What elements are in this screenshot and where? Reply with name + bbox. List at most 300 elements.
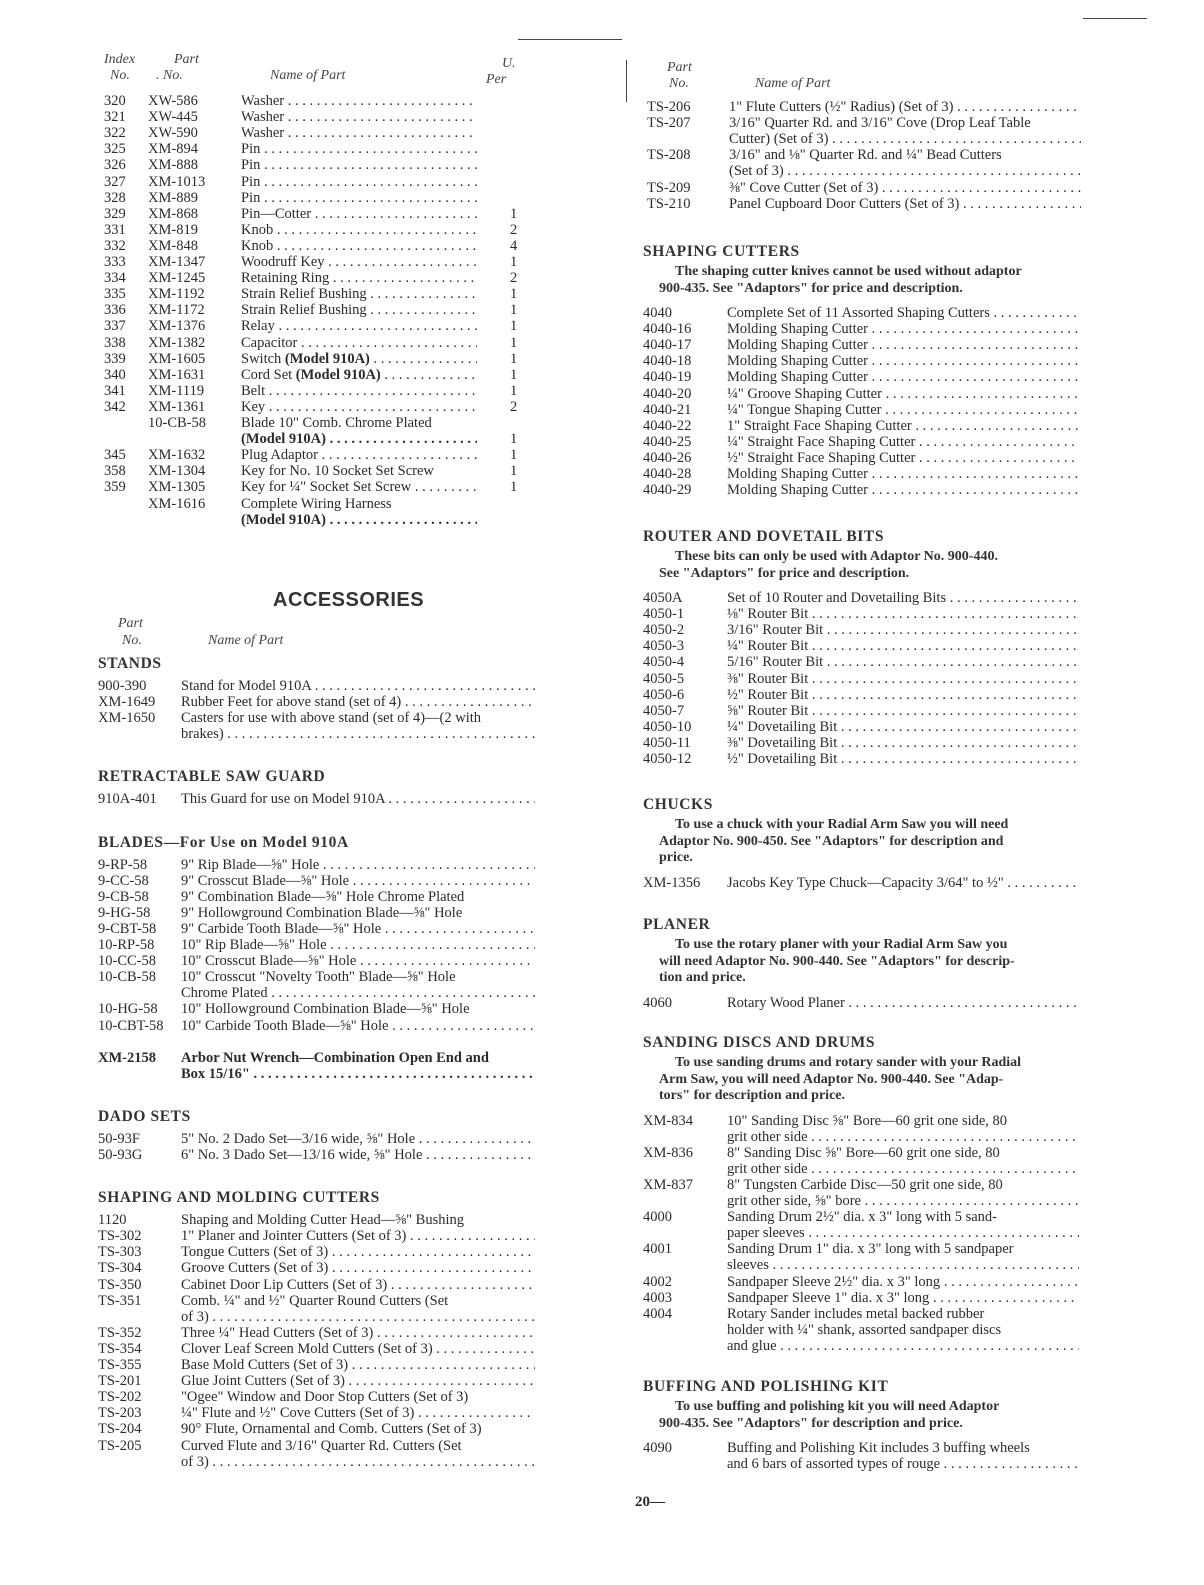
accessory-row <box>643 687 1093 703</box>
cutter-part-number: TS-210 <box>647 195 691 212</box>
section-note: tors" for description and price. <box>659 1088 845 1103</box>
part-qty: 1 <box>510 334 518 351</box>
accessory-row <box>643 1306 1093 1322</box>
accessory-part-number: 900-390 <box>98 678 147 694</box>
parts-row <box>98 222 548 238</box>
accessory-name: Base Mold Cutters (Set of 3) . . . <box>181 1357 535 1373</box>
accessory-part-number: 4060 <box>643 994 672 1011</box>
accessory-name: 9" Rip Blade—⅝" Hole . . . <box>181 857 535 873</box>
accessory-name: ½" Dovetailing Bit . . . <box>727 751 1079 767</box>
accessory-name: 1" Straight Face Shaping Cutter . . . <box>727 418 1079 434</box>
accessory-part-number: 10-CB-58 <box>98 969 156 986</box>
section-note: See "Adaptors" for price and description. <box>659 565 910 581</box>
accessory-name: Clover Leaf Screen Mold Cutters (Set of 3) . . . <box>181 1341 535 1357</box>
accessory-row <box>98 1131 548 1147</box>
accessory-row <box>98 953 548 969</box>
section-note: To use sanding drums and rotary sander with your Radial <box>675 1055 1022 1070</box>
accessory-part-number: TS-350 <box>98 1276 142 1293</box>
section-title: ROUTER AND DOVETAIL BITS <box>643 528 885 545</box>
accessory-name: Molding Shaping Cutter . . . <box>727 482 1079 498</box>
part-name: Strain Relief Bushing . . . <box>241 286 477 302</box>
accessory-part-number: 910A-401 <box>98 791 157 808</box>
accessory-name: 8" Sanding Disc ⅝" Bore—60 grit one side, 80 <box>727 1144 1000 1161</box>
accessory-name: Molding Shaping Cutter . . . <box>727 369 1079 385</box>
accessory-name: Rotary Sander includes metal backed rubber <box>727 1305 985 1322</box>
part-number: XM-1347 <box>148 254 206 270</box>
accessory-part-number: 1120 <box>98 1212 127 1229</box>
part-index: 359 <box>104 479 126 496</box>
accessory-part-number: 9-HG-58 <box>98 904 151 921</box>
accessory-name: 90° Flute, Ornamental and Comb. Cutters (Set of 3) <box>181 1421 482 1438</box>
accessory-part-number: XM-1650 <box>98 710 156 727</box>
accessory-part-number: 4040-19 <box>643 369 692 386</box>
accessory-part-number: 4050A <box>643 590 683 606</box>
part-qty: 1 <box>510 463 518 480</box>
accessory-part-number: XM-837 <box>643 1176 693 1193</box>
accessory-row <box>98 1389 548 1405</box>
accessory-name: paper sleeves . . . <box>727 1225 1079 1241</box>
part-name: Washer . . . <box>241 125 477 141</box>
parts-row <box>98 270 548 286</box>
accessory-name: 5/16" Router Bit . . . <box>727 654 1079 670</box>
part-name: Pin . . . <box>241 157 477 173</box>
accessory-row <box>643 337 1093 353</box>
accessory-part-number: 4040-25 <box>643 433 692 450</box>
accessory-name: 3/16" Router Bit . . . <box>727 622 1079 638</box>
accessory-name: Box 15/16" . . . <box>181 1066 535 1082</box>
accessory-row <box>98 1147 548 1163</box>
part-name: Washer . . . <box>241 93 477 109</box>
accessory-part-number: 4040-26 <box>643 449 692 466</box>
accessory-part-number: 50-93F <box>98 1130 140 1147</box>
accessory-name: 5" No. 2 Dado Set—3/16 wide, ⅝" Hole . . . <box>181 1131 535 1147</box>
accessory-name: Molding Shaping Cutter . . . <box>727 466 1079 482</box>
accessory-part-number: 4050-3 <box>643 638 685 655</box>
part-name: (Model 910A) . . . <box>241 512 477 528</box>
part-qty: 2 <box>510 221 518 238</box>
accessory-part-number: TS-205 <box>98 1437 142 1454</box>
parts-row <box>98 93 548 109</box>
part-name: Relay . . . <box>241 318 477 334</box>
accessory-name: 10" Hollowground Combination Blade—⅝" Hole <box>181 1001 470 1018</box>
parts-row <box>98 463 548 479</box>
section-title: DADO SETS <box>98 1107 191 1125</box>
parts-row <box>98 335 548 351</box>
accessory-part-number: 4001 <box>643 1241 672 1258</box>
part-index: 340 <box>104 366 126 383</box>
accessory-row <box>643 995 1093 1011</box>
accessory-name: grit other side . . . <box>727 1129 1079 1145</box>
parts-row <box>98 286 548 302</box>
cutter-part-number: TS-206 <box>647 99 691 115</box>
acc-header-no: No. <box>122 633 142 648</box>
col-header-part-no: . No. <box>156 68 183 83</box>
accessory-row <box>643 1113 1093 1129</box>
accessory-name: 1" Planer and Jointer Cutters (Set of 3) . . . <box>181 1228 535 1244</box>
part-index: 342 <box>104 398 126 415</box>
part-name: Key for No. 10 Socket Set Screw <box>241 463 434 480</box>
accessory-row <box>98 873 548 889</box>
part-qty: 1 <box>510 318 518 335</box>
accessory-row <box>643 1456 1093 1472</box>
section-title: BUFFING AND POLISHING KIT <box>643 1378 889 1395</box>
part-number: XM-1172 <box>148 302 205 319</box>
accessory-row <box>98 1001 548 1017</box>
accessory-row <box>98 921 548 937</box>
part-index: 327 <box>104 173 126 190</box>
part-number: XM-1605 <box>148 350 206 367</box>
parts-row <box>98 351 548 367</box>
col-header-part: Part <box>174 52 199 67</box>
accessory-name: Jacobs Key Type Chuck—Capacity 3/64" to ½" . . . <box>727 875 1079 891</box>
accessory-part-number: 4050-4 <box>643 654 685 671</box>
part-index: 322 <box>104 125 126 142</box>
parts-row <box>98 157 548 173</box>
cutter-part-number: TS-207 <box>647 115 691 132</box>
accessory-name: and glue . . . <box>727 1338 1079 1354</box>
part-index: 341 <box>104 382 126 399</box>
accessory-part-number: 4050-12 <box>643 751 692 767</box>
section-note: To use buffing and polishing kit you will need Adaptor <box>675 1399 1000 1414</box>
accessory-name: holder with ¼" shank, assorted sandpaper discs <box>727 1321 1002 1338</box>
rule-line <box>626 60 627 102</box>
accessory-name: Set of 10 Router and Dovetailing Bits . . . <box>727 590 1079 606</box>
col-header-u: U. <box>502 56 516 71</box>
accessory-part-number: XM-1649 <box>98 694 156 711</box>
accessory-name: 6" No. 3 Dado Set—13/16 wide, ⅝" Hole . . . <box>181 1147 535 1163</box>
accessory-row <box>98 726 548 742</box>
cutter-name: (Set of 3) . . . <box>729 163 1081 179</box>
cutter-name: Cutter) (Set of 3) . . . <box>729 131 1081 147</box>
accessory-name: Sandpaper Sleeve 2½" dia. x 3" long . . . <box>727 1274 1079 1290</box>
accessory-row <box>643 305 1093 321</box>
parts-row <box>98 125 548 141</box>
part-name: Belt . . . <box>241 383 477 399</box>
accessory-name: Shaping and Molding Cutter Head—⅝" Bushing <box>181 1212 465 1229</box>
part-number: XM-1382 <box>148 334 206 351</box>
accessory-row <box>98 1405 548 1421</box>
accessory-part-number: 4040 <box>643 305 672 321</box>
section-note: These bits can only be used with Adaptor No. 900-440. <box>675 549 998 564</box>
part-number: XM-1631 <box>148 366 206 383</box>
accessory-part-number: 10-CC-58 <box>98 953 156 970</box>
accessory-row <box>643 1322 1093 1338</box>
accessory-name: 8" Tungsten Carbide Disc—50 grit one side, 80 <box>727 1176 1003 1193</box>
part-name: (Model 910A) . . . <box>241 431 477 447</box>
accessory-name: 9" Hollowground Combination Blade—⅝" Hole <box>181 904 463 921</box>
parts-row <box>98 431 548 447</box>
accessory-part-number: TS-202 <box>98 1389 142 1406</box>
section-title: SHAPING AND MOLDING CUTTERS <box>98 1189 380 1207</box>
col-header-index-no: No. <box>110 68 130 83</box>
parts-row <box>98 254 548 270</box>
accessory-name: Buffing and Polishing Kit includes 3 buffing wheels <box>727 1440 1030 1456</box>
accessory-part-number: TS-303 <box>98 1244 142 1261</box>
accessory-name: 9" Carbide Tooth Blade—⅝" Hole . . . <box>181 921 535 937</box>
part-number: XW-586 <box>148 93 198 109</box>
cutter-name: 1" Flute Cutters (½" Radius) (Set of 3) . . . <box>729 99 1081 115</box>
rule-line <box>1083 18 1147 19</box>
part-qty: 1 <box>510 382 518 399</box>
part-name: Capacitor . . . <box>241 335 477 351</box>
accessory-part-number: 4050-7 <box>643 702 685 719</box>
accessory-row <box>643 1209 1093 1225</box>
part-number: 10-CB-58 <box>148 415 206 431</box>
accessory-row <box>643 735 1093 751</box>
accessory-row <box>643 654 1093 670</box>
part-index: 326 <box>104 157 126 174</box>
section-note: To use a chuck with your Radial Arm Saw you will need <box>675 817 1009 832</box>
accessory-row <box>643 622 1093 638</box>
parts-row <box>98 383 548 399</box>
section-title: CHUCKS <box>643 796 713 813</box>
accessory-part-number: 4003 <box>643 1289 672 1306</box>
accessory-row <box>643 1177 1093 1193</box>
right-header-no: No. <box>669 76 689 91</box>
accessory-row <box>98 1438 548 1454</box>
part-index: 320 <box>104 93 126 109</box>
model-label: (Model 910A) <box>295 366 381 383</box>
accessory-part-number: TS-203 <box>98 1405 142 1422</box>
parts-row <box>98 415 548 431</box>
accessory-row <box>98 1066 548 1082</box>
part-number: XM-1361 <box>148 398 206 415</box>
part-index: 345 <box>104 447 126 464</box>
parts-row <box>98 399 548 415</box>
part-number: XM-868 <box>148 205 198 222</box>
part-name: Strain Relief Bushing . . . <box>241 302 477 318</box>
accessory-name: ½" Router Bit . . . <box>727 687 1079 703</box>
section-note: The shaping cutter knives cannot be used without adaptor <box>675 264 1022 279</box>
accessory-name: Groove Cutters (Set of 3) . . . <box>181 1260 535 1276</box>
accessory-name: ¼" Tongue Shaping Cutter . . . <box>727 402 1079 418</box>
accessory-name: Rotary Wood Planer . . . <box>727 995 1079 1011</box>
part-index: 338 <box>104 334 126 351</box>
accessory-row <box>98 889 548 905</box>
accessory-row <box>643 1129 1093 1145</box>
accessory-row <box>643 1257 1093 1273</box>
part-number: XM-819 <box>148 221 198 238</box>
part-qty: 1 <box>510 286 518 303</box>
accessory-row <box>643 1440 1093 1456</box>
part-index: 336 <box>104 302 126 319</box>
accessory-name: ⅛" Router Bit . . . <box>727 606 1079 622</box>
cutter-row <box>643 147 1093 163</box>
part-name: Woodruff Key . . . <box>241 254 477 270</box>
accessory-name: 10" Crosscut Blade—⅝" Hole . . . <box>181 953 535 969</box>
accessory-part-number: TS-352 <box>98 1324 142 1341</box>
part-number: XM-1192 <box>148 286 205 303</box>
part-qty: 1 <box>510 479 518 496</box>
acc-header-name: Name of Part <box>208 633 284 648</box>
col-header-name: Name of Part <box>270 68 346 83</box>
part-name: Plug Adaptor . . . <box>241 447 477 463</box>
accessory-row <box>643 353 1093 369</box>
accessory-part-number: 4040-16 <box>643 321 692 338</box>
accessory-row <box>98 1244 548 1260</box>
part-name: Knob . . . <box>241 222 477 238</box>
section-note: 900-435. See "Adaptors" for description and price. <box>659 1415 963 1431</box>
part-number: XM-1616 <box>148 495 206 512</box>
part-qty: 1 <box>510 447 518 464</box>
parts-row <box>98 174 548 190</box>
section-note: Arm Saw, you will need Adaptor No. 900-440. See "Adap- <box>659 1071 1004 1087</box>
cutter-name: Panel Cupboard Door Cutters (Set of 3) . . . <box>729 196 1081 212</box>
accessory-row <box>98 710 548 726</box>
accessory-row <box>643 1274 1093 1290</box>
accessory-name: grit other side . . . <box>727 1161 1079 1177</box>
part-name: Knob . . . <box>241 238 477 254</box>
part-index: 332 <box>104 237 126 254</box>
accessory-row <box>643 482 1093 498</box>
part-number: XW-445 <box>148 109 198 126</box>
accessory-row <box>643 1145 1093 1161</box>
accessory-row <box>643 1193 1093 1209</box>
cutter-row <box>643 163 1093 179</box>
accessory-part-number: 10-CBT-58 <box>98 1017 164 1034</box>
accessory-name: Rubber Feet for above stand (set of 4) . . . <box>181 694 535 710</box>
part-number: XM-1632 <box>148 447 206 464</box>
accessory-row <box>98 1421 548 1437</box>
section-note: will need Adaptor No. 900-440. See "Adaptors" for descrip- <box>659 953 1015 969</box>
accessory-row <box>98 985 548 1001</box>
accessory-name: ¼" Straight Face Shaping Cutter . . . <box>727 434 1079 450</box>
part-name: Cord Set (Model 910A) . . . <box>241 367 477 383</box>
section-note: To use the rotary planer with your Radial Arm Saw you <box>675 937 1008 952</box>
accessory-name: Glue Joint Cutters (Set of 3) . . . <box>181 1373 535 1389</box>
section-title: RETRACTABLE SAW GUARD <box>98 768 326 786</box>
accessory-row <box>643 719 1093 735</box>
col-header-index: Index <box>104 52 136 67</box>
rule-line <box>518 39 622 40</box>
parts-row <box>98 367 548 383</box>
accessory-name: Curved Flute and 3/16" Quarter Rd. Cutters (Set <box>181 1437 462 1454</box>
accessory-part-number: 4040-18 <box>643 353 692 370</box>
accessory-part-number: TS-355 <box>98 1357 142 1373</box>
part-number: XM-894 <box>148 141 198 158</box>
accessory-row <box>643 590 1093 606</box>
accessory-part-number: XM-2158 <box>98 1049 156 1066</box>
accessory-row <box>643 875 1093 891</box>
accessory-name: ¼" Router Bit . . . <box>727 638 1079 654</box>
accessory-part-number: 4050-1 <box>643 606 685 623</box>
accessory-part-number: 4050-10 <box>643 718 692 735</box>
accessory-name: of 3) . . . <box>181 1309 535 1325</box>
model-label: (Model 910A) <box>284 350 370 367</box>
section-title: SANDING DISCS AND DRUMS <box>643 1034 876 1051</box>
part-number: XM-1119 <box>148 382 205 399</box>
cutter-row <box>643 180 1093 196</box>
part-qty: 1 <box>510 431 518 448</box>
part-index: 334 <box>104 270 126 287</box>
part-index: 328 <box>104 189 126 206</box>
accessory-name: "Ogee" Window and Door Stop Cutters (Set of 3) <box>181 1389 469 1406</box>
accessory-row <box>98 1277 548 1293</box>
accessory-part-number: 4040-20 <box>643 385 692 402</box>
accessory-name: 10" Crosscut "Novelty Tooth" Blade—⅝" Hole <box>181 969 456 986</box>
accessory-row <box>643 1225 1093 1241</box>
accessory-row <box>643 1290 1093 1306</box>
accessory-row <box>98 1018 548 1034</box>
accessory-part-number: XM-836 <box>643 1144 693 1161</box>
accessories-title: ACCESSORIES <box>273 589 425 611</box>
part-number: XM-888 <box>148 157 198 174</box>
accessory-part-number: 4004 <box>643 1305 672 1322</box>
part-index: 339 <box>104 350 126 367</box>
right-header-name: Name of Part <box>755 76 831 91</box>
accessory-part-number: TS-304 <box>98 1260 142 1277</box>
accessory-row <box>643 386 1093 402</box>
accessory-row <box>643 450 1093 466</box>
cutter-row <box>643 115 1093 131</box>
accessory-name: Cabinet Door Lip Cutters (Set of 3) . . . <box>181 1277 535 1293</box>
parts-row <box>98 512 548 528</box>
accessory-part-number: 10-HG-58 <box>98 1001 158 1018</box>
accessory-name: Molding Shaping Cutter . . . <box>727 337 1079 353</box>
part-name: Pin . . . <box>241 174 477 190</box>
parts-row <box>98 447 548 463</box>
part-number: XM-1245 <box>148 270 206 287</box>
accessory-row <box>98 969 548 985</box>
accessory-name: Tongue Cutters (Set of 3) . . . <box>181 1244 535 1260</box>
part-name: Blade 10" Comb. Chrome Plated <box>241 415 432 431</box>
parts-row <box>98 109 548 125</box>
section-title: PLANER <box>643 916 711 933</box>
accessory-row <box>98 1228 548 1244</box>
part-number: XM-1376 <box>148 318 206 335</box>
accessory-row <box>643 321 1093 337</box>
accessory-part-number: 9-CC-58 <box>98 872 149 889</box>
accessory-row <box>643 1241 1093 1257</box>
accessory-part-number: 4090 <box>643 1440 672 1456</box>
accessory-part-number: XM-834 <box>643 1112 693 1129</box>
accessory-row <box>98 1034 548 1050</box>
accessory-row <box>98 857 548 873</box>
parts-row <box>98 302 548 318</box>
part-name: Pin—Cotter . . . <box>241 206 477 222</box>
cutter-name: ⅜" Cove Cutter (Set of 3) . . . <box>729 180 1081 196</box>
accessory-row <box>98 1325 548 1341</box>
part-index: 337 <box>104 318 126 335</box>
accessory-row <box>643 369 1093 385</box>
accessory-part-number: 4040-22 <box>643 417 692 434</box>
accessory-part-number: 4040-21 <box>643 401 692 418</box>
accessory-part-number: 9-CBT-58 <box>98 920 157 937</box>
accessory-name: ⅜" Router Bit . . . <box>727 671 1079 687</box>
accessory-part-number: 10-RP-58 <box>98 937 155 953</box>
part-qty: 1 <box>510 254 518 270</box>
accessory-name: and 6 bars of assorted types of rouge . . . <box>727 1456 1079 1472</box>
accessory-row <box>643 1161 1093 1177</box>
part-number: XM-848 <box>148 237 198 254</box>
accessory-row <box>643 671 1093 687</box>
cutter-row <box>643 131 1093 147</box>
accessory-part-number: 4000 <box>643 1209 672 1226</box>
accessory-name: Sanding Drum 1" dia. x 3" long with 5 sandpaper <box>727 1241 1014 1258</box>
accessory-name: Casters for use with above stand (set of 4)—(2 with <box>181 710 482 727</box>
section-note: 900-435. See "Adaptors" for price and description. <box>659 280 963 296</box>
accessory-name: ¼" Flute and ½" Cove Cutters (Set of 3) . . . <box>181 1405 535 1421</box>
accessory-name: 10" Rip Blade—⅝" Hole . . . <box>181 937 535 953</box>
accessory-name: Sanding Drum 2½" dia. x 3" long with 5 sand- <box>727 1209 997 1226</box>
part-index: 321 <box>104 109 126 126</box>
part-qty: 1 <box>510 302 518 319</box>
accessory-row <box>643 638 1093 654</box>
section-title: SHAPING CUTTERS <box>643 243 800 260</box>
part-name: Washer . . . <box>241 109 477 125</box>
accessory-part-number: 4050-2 <box>643 622 685 639</box>
part-index: 333 <box>104 254 126 270</box>
